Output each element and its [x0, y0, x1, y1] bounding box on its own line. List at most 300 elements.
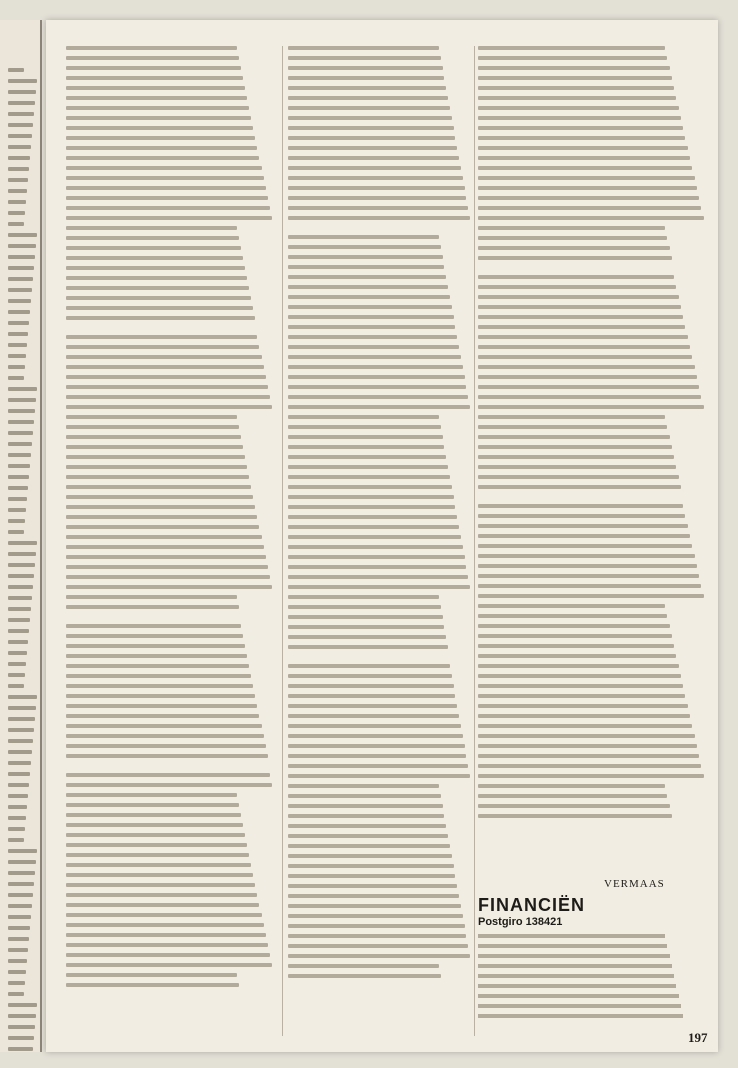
text-line-placeholder — [478, 954, 670, 958]
edge-text-fragment — [8, 948, 28, 952]
text-line-placeholder — [66, 943, 268, 947]
text-line-placeholder — [478, 216, 704, 220]
edge-text-fragment — [8, 530, 24, 534]
text-line-placeholder — [288, 255, 443, 259]
edge-text-fragment — [8, 376, 24, 380]
text-line-placeholder — [478, 485, 681, 489]
edge-text-fragment — [8, 343, 27, 347]
text-line-placeholder — [288, 305, 452, 309]
text-line-placeholder — [478, 564, 697, 568]
text-line-placeholder — [288, 415, 439, 419]
text-line-placeholder — [66, 405, 272, 409]
text-line-placeholder — [66, 545, 264, 549]
edge-text-fragment — [8, 1025, 35, 1029]
text-line-placeholder — [288, 96, 448, 100]
text-line-placeholder — [288, 295, 450, 299]
text-line-placeholder — [478, 435, 670, 439]
text-line-placeholder — [288, 944, 468, 948]
text-line-placeholder — [478, 46, 665, 50]
text-line-placeholder — [66, 136, 255, 140]
text-line-placeholder — [288, 106, 450, 110]
text-line-placeholder — [478, 66, 670, 70]
edge-text-fragment — [8, 794, 28, 798]
edge-text-fragment — [8, 805, 27, 809]
text-line-placeholder — [288, 585, 470, 589]
text-line-placeholder — [478, 166, 692, 170]
text-line-placeholder — [288, 445, 444, 449]
text-line-placeholder — [66, 704, 257, 708]
text-line-placeholder — [66, 425, 239, 429]
text-line-placeholder — [288, 615, 443, 619]
text-line-placeholder — [66, 156, 259, 160]
text-line-placeholder — [478, 425, 667, 429]
text-line-placeholder — [66, 595, 237, 599]
text-line-placeholder — [288, 285, 448, 289]
edge-text-fragment — [8, 222, 24, 226]
text-line-placeholder — [66, 276, 247, 280]
text-line-placeholder — [478, 345, 690, 349]
edge-text-fragment — [8, 585, 33, 589]
text-line-placeholder — [288, 345, 459, 349]
text-line-placeholder — [66, 843, 247, 847]
edge-text-fragment — [8, 442, 32, 446]
text-line-placeholder — [288, 934, 466, 938]
text-line-placeholder — [66, 246, 241, 250]
text-line-placeholder — [288, 475, 450, 479]
text-line-placeholder — [288, 645, 448, 649]
text-line-placeholder — [66, 286, 249, 290]
text-line-placeholder — [288, 315, 454, 319]
text-line-placeholder — [288, 724, 461, 728]
text-line-placeholder — [66, 96, 247, 100]
text-line-placeholder — [478, 794, 667, 798]
edge-text-fragment — [8, 68, 24, 72]
text-line-placeholder — [66, 575, 270, 579]
text-line-placeholder — [66, 973, 237, 977]
text-line-placeholder — [478, 674, 681, 678]
text-line-placeholder — [288, 914, 463, 918]
edge-text-fragment — [8, 90, 36, 94]
edge-text-fragment — [8, 728, 34, 732]
edge-text-fragment — [8, 486, 28, 490]
text-line-placeholder — [66, 535, 262, 539]
text-line-placeholder — [478, 146, 688, 150]
edge-text-fragment — [8, 123, 33, 127]
previous-page-edge — [0, 20, 42, 1052]
text-line-placeholder — [288, 545, 463, 549]
text-line-placeholder — [66, 395, 270, 399]
edge-text-fragment — [8, 321, 29, 325]
article-column-1 — [66, 46, 274, 1036]
text-line-placeholder — [66, 674, 251, 678]
text-line-placeholder — [66, 236, 239, 240]
text-line-placeholder — [478, 994, 679, 998]
edge-text-fragment — [8, 552, 36, 556]
text-line-placeholder — [478, 584, 701, 588]
edge-text-fragment — [8, 244, 36, 248]
text-line-placeholder — [288, 974, 441, 978]
text-line-placeholder — [478, 106, 679, 110]
edge-text-fragment — [8, 266, 34, 270]
text-line-placeholder — [478, 86, 674, 90]
text-line-placeholder — [478, 355, 692, 359]
edge-text-fragment — [8, 640, 28, 644]
text-line-placeholder — [288, 86, 446, 90]
text-line-placeholder — [66, 296, 251, 300]
edge-text-fragment — [8, 1003, 37, 1007]
text-line-placeholder — [478, 594, 704, 598]
edge-text-fragment — [8, 981, 25, 985]
edge-text-fragment — [8, 233, 37, 237]
text-line-placeholder — [288, 814, 444, 818]
text-line-placeholder — [66, 146, 257, 150]
text-line-placeholder — [288, 535, 461, 539]
text-line-placeholder — [478, 385, 699, 389]
text-line-placeholder — [288, 505, 455, 509]
edge-text-fragment — [8, 497, 27, 501]
edge-text-fragment — [8, 200, 26, 204]
edge-text-fragment — [8, 849, 37, 853]
text-line-placeholder — [66, 226, 237, 230]
text-line-placeholder — [478, 285, 676, 289]
text-line-placeholder — [288, 794, 441, 798]
text-line-placeholder — [478, 984, 676, 988]
text-line-placeholder — [66, 933, 266, 937]
text-line-placeholder — [478, 365, 695, 369]
edge-text-fragment — [8, 299, 31, 303]
text-line-placeholder — [66, 216, 272, 220]
text-line-placeholder — [66, 963, 272, 967]
page-number: 197 — [688, 1030, 708, 1045]
text-line-placeholder — [478, 275, 674, 279]
text-line-placeholder — [288, 485, 452, 489]
text-line-placeholder — [288, 66, 443, 70]
text-line-placeholder — [66, 624, 241, 628]
text-line-placeholder — [66, 893, 257, 897]
edge-text-fragment — [8, 332, 28, 336]
text-line-placeholder — [66, 773, 270, 777]
text-line-placeholder — [288, 704, 457, 708]
text-line-placeholder — [478, 395, 701, 399]
text-line-placeholder — [66, 744, 266, 748]
text-line-placeholder — [288, 834, 448, 838]
edge-text-fragment — [8, 365, 25, 369]
text-line-placeholder — [288, 245, 441, 249]
text-line-placeholder — [288, 734, 463, 738]
text-line-placeholder — [478, 764, 701, 768]
text-line-placeholder — [288, 76, 444, 80]
text-line-placeholder — [66, 455, 245, 459]
text-line-placeholder — [288, 565, 466, 569]
text-line-placeholder — [66, 734, 264, 738]
text-line-placeholder — [66, 555, 266, 559]
edge-text-fragment — [8, 134, 32, 138]
paragraph-gap — [66, 615, 274, 624]
text-line-placeholder — [478, 614, 667, 618]
text-line-placeholder — [478, 724, 692, 728]
text-line-placeholder — [288, 385, 466, 389]
edge-text-fragment — [8, 541, 37, 545]
text-line-placeholder — [478, 295, 679, 299]
text-line-placeholder — [478, 634, 672, 638]
text-line-placeholder — [478, 445, 672, 449]
text-line-placeholder — [66, 86, 245, 90]
text-line-placeholder — [478, 694, 685, 698]
text-line-placeholder — [478, 156, 690, 160]
text-line-placeholder — [478, 96, 676, 100]
text-line-placeholder — [66, 126, 253, 130]
text-line-placeholder — [478, 76, 672, 80]
edge-text-fragment — [8, 926, 30, 930]
edge-text-fragment — [8, 508, 26, 512]
text-line-placeholder — [288, 206, 468, 210]
edge-text-fragment — [8, 189, 27, 193]
edge-text-fragment — [8, 607, 31, 611]
text-line-placeholder — [478, 744, 697, 748]
text-line-placeholder — [66, 923, 264, 927]
edge-text-fragment — [8, 563, 35, 567]
text-line-placeholder — [478, 574, 699, 578]
edge-text-fragment — [8, 519, 25, 523]
text-line-placeholder — [478, 305, 681, 309]
edge-text-fragment — [8, 475, 29, 479]
text-line-placeholder — [288, 46, 439, 50]
text-line-placeholder — [66, 375, 266, 379]
text-line-placeholder — [66, 833, 245, 837]
text-line-placeholder — [66, 694, 255, 698]
text-line-placeholder — [478, 335, 688, 339]
article-column-3 — [478, 46, 706, 872]
text-line-placeholder — [288, 335, 457, 339]
edge-text-fragment — [8, 871, 35, 875]
edge-text-fragment — [8, 816, 26, 820]
paragraph-gap — [66, 326, 274, 335]
text-line-placeholder — [288, 176, 463, 180]
text-line-placeholder — [478, 465, 676, 469]
text-line-placeholder — [288, 595, 439, 599]
text-line-placeholder — [288, 116, 452, 120]
text-line-placeholder — [478, 814, 672, 818]
text-line-placeholder — [288, 854, 452, 858]
text-line-placeholder — [478, 256, 672, 260]
edge-text-fragment — [8, 431, 33, 435]
article-signature: VERMAAS — [604, 878, 665, 890]
edge-text-fragment — [8, 398, 36, 402]
text-line-placeholder — [288, 664, 450, 668]
text-line-placeholder — [288, 894, 459, 898]
edge-text-fragment — [8, 596, 32, 600]
text-line-placeholder — [66, 495, 253, 499]
text-line-placeholder — [66, 316, 255, 320]
edge-text-fragment — [8, 1036, 34, 1040]
text-line-placeholder — [66, 415, 237, 419]
text-line-placeholder — [478, 644, 674, 648]
text-line-placeholder — [288, 365, 463, 369]
text-line-placeholder — [478, 176, 695, 180]
text-line-placeholder — [66, 306, 253, 310]
edge-text-fragment — [8, 761, 31, 765]
text-line-placeholder — [288, 325, 455, 329]
text-line-placeholder — [288, 575, 468, 579]
text-line-placeholder — [66, 505, 255, 509]
edge-text-fragment — [8, 156, 30, 160]
text-line-placeholder — [66, 46, 237, 50]
text-line-placeholder — [288, 455, 446, 459]
edge-text-fragment — [8, 211, 25, 215]
text-line-placeholder — [288, 56, 441, 60]
edge-text-fragment — [8, 112, 34, 116]
text-line-placeholder — [478, 405, 704, 409]
text-line-placeholder — [66, 793, 237, 797]
text-line-placeholder — [66, 823, 243, 827]
edge-text-fragment — [8, 167, 29, 171]
text-line-placeholder — [288, 435, 443, 439]
edge-text-fragment — [8, 255, 35, 259]
text-line-placeholder — [66, 196, 268, 200]
column-divider-2 — [474, 46, 475, 1036]
text-line-placeholder — [66, 913, 262, 917]
text-line-placeholder — [288, 964, 439, 968]
text-line-placeholder — [66, 953, 270, 957]
text-line-placeholder — [288, 744, 465, 748]
text-line-placeholder — [478, 964, 672, 968]
text-line-placeholder — [66, 445, 243, 449]
text-line-placeholder — [478, 654, 676, 658]
text-line-placeholder — [288, 824, 446, 828]
text-line-placeholder — [478, 246, 670, 250]
text-line-placeholder — [478, 375, 697, 379]
text-line-placeholder — [66, 66, 241, 70]
text-line-placeholder — [66, 515, 257, 519]
edge-text-fragment — [8, 783, 29, 787]
text-line-placeholder — [66, 385, 268, 389]
text-line-placeholder — [66, 883, 255, 887]
edge-text-fragment — [8, 673, 25, 677]
text-line-placeholder — [288, 714, 459, 718]
text-line-placeholder — [478, 116, 681, 120]
text-line-placeholder — [288, 156, 459, 160]
text-line-placeholder — [288, 405, 470, 409]
text-line-placeholder — [66, 176, 264, 180]
text-line-placeholder — [66, 903, 259, 907]
text-line-placeholder — [66, 664, 249, 668]
text-line-placeholder — [66, 565, 268, 569]
text-line-placeholder — [288, 555, 465, 559]
text-line-placeholder — [478, 514, 685, 518]
edge-text-fragment — [8, 409, 35, 413]
text-line-placeholder — [478, 604, 665, 608]
text-line-placeholder — [288, 425, 441, 429]
text-line-placeholder — [478, 415, 665, 419]
edge-text-fragment — [8, 145, 31, 149]
text-line-placeholder — [288, 764, 468, 768]
text-line-placeholder — [478, 554, 695, 558]
text-line-placeholder — [66, 206, 270, 210]
text-line-placeholder — [66, 754, 268, 758]
text-line-placeholder — [288, 465, 448, 469]
edge-text-fragment — [8, 387, 37, 391]
text-line-placeholder — [66, 684, 253, 688]
text-line-placeholder — [478, 226, 665, 230]
text-line-placeholder — [288, 525, 459, 529]
article-column-2 — [288, 46, 472, 1036]
text-line-placeholder — [66, 186, 266, 190]
edge-text-fragment — [8, 277, 33, 281]
text-line-placeholder — [288, 275, 446, 279]
text-line-placeholder — [478, 624, 670, 628]
paragraph-gap — [478, 495, 706, 504]
edge-text-fragment — [8, 618, 30, 622]
text-line-placeholder — [288, 605, 441, 609]
text-line-placeholder — [288, 694, 455, 698]
edge-text-fragment — [8, 354, 26, 358]
edge-text-fragment — [8, 882, 34, 886]
text-line-placeholder — [66, 525, 259, 529]
column-divider-1 — [282, 46, 283, 1036]
text-line-placeholder — [66, 475, 249, 479]
text-line-placeholder — [288, 844, 450, 848]
edge-text-fragment — [8, 651, 27, 655]
edge-text-fragment — [8, 827, 25, 831]
edge-text-fragment — [8, 739, 33, 743]
text-line-placeholder — [66, 585, 272, 589]
edge-text-fragment — [8, 860, 36, 864]
text-line-placeholder — [66, 365, 264, 369]
text-line-placeholder — [478, 236, 667, 240]
text-line-placeholder — [478, 126, 683, 130]
text-line-placeholder — [478, 754, 699, 758]
text-line-placeholder — [288, 495, 454, 499]
text-line-placeholder — [288, 864, 454, 868]
edge-text-fragment — [8, 970, 26, 974]
text-line-placeholder — [288, 196, 466, 200]
edge-text-fragment — [8, 662, 26, 666]
text-line-placeholder — [288, 774, 470, 778]
text-line-placeholder — [288, 216, 470, 220]
text-line-placeholder — [288, 884, 457, 888]
text-line-placeholder — [66, 863, 251, 867]
text-line-placeholder — [478, 455, 674, 459]
edge-text-fragment — [8, 937, 29, 941]
text-line-placeholder — [478, 684, 683, 688]
text-line-placeholder — [66, 355, 262, 359]
text-line-placeholder — [478, 136, 685, 140]
text-line-placeholder — [288, 265, 444, 269]
edge-text-fragment — [8, 992, 24, 996]
paragraph-gap — [66, 764, 274, 773]
text-line-placeholder — [288, 784, 439, 788]
finance-body-text — [478, 934, 706, 1024]
text-line-placeholder — [478, 504, 683, 508]
text-line-placeholder — [478, 186, 697, 190]
text-line-placeholder — [288, 754, 466, 758]
text-line-placeholder — [66, 605, 239, 609]
text-line-placeholder — [66, 256, 243, 260]
paragraph-gap — [288, 226, 472, 235]
text-line-placeholder — [478, 714, 690, 718]
text-line-placeholder — [288, 235, 439, 239]
text-line-placeholder — [478, 475, 679, 479]
edge-text-fragment — [8, 893, 33, 897]
text-line-placeholder — [478, 325, 685, 329]
text-line-placeholder — [478, 196, 699, 200]
text-line-placeholder — [66, 783, 272, 787]
text-line-placeholder — [478, 934, 665, 938]
text-line-placeholder — [288, 166, 461, 170]
edge-text-fragment — [8, 959, 27, 963]
text-line-placeholder — [288, 954, 470, 958]
text-line-placeholder — [478, 784, 665, 788]
